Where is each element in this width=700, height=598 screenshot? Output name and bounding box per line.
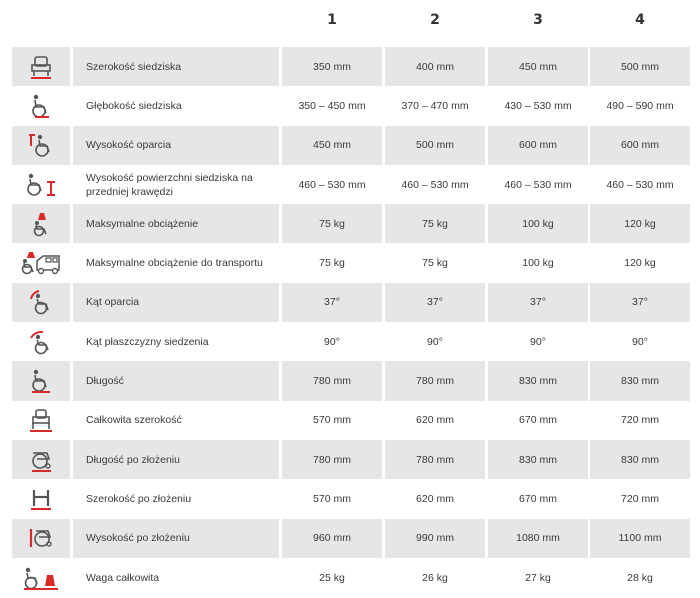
table-row [12, 86, 690, 125]
value-cell-3: 100 kg [522, 257, 554, 270]
row-label: Maksymalne obciążenie do transportu [86, 257, 263, 270]
row-label: Głębokość siedziska [86, 99, 182, 112]
value-cell-2: 780 mm [385, 361, 485, 400]
seat-front-height-icon [12, 165, 70, 204]
value-cell-4: 490 – 590 mm [606, 99, 674, 112]
value-cell-4: 28 kg [627, 571, 653, 584]
value-cell-2: 26 kg [422, 571, 448, 584]
folded-height-icon [12, 519, 70, 558]
value-cell-3: 600 mm [488, 126, 588, 165]
value-cell-3: 100 kg [488, 204, 588, 243]
table-row [12, 243, 690, 282]
value-cell-4: 830 mm [590, 361, 690, 400]
row-label: Szerokość po złożeniu [86, 492, 192, 505]
value-cell-1: 75 kg [319, 257, 345, 270]
value-cell-4: 460 – 530 mm [606, 178, 674, 191]
row-label: Długość [73, 361, 279, 400]
value-cell-2: 500 mm [385, 126, 485, 165]
value-cell-1: 960 mm [282, 519, 382, 558]
column-header-1: 1 [327, 12, 337, 28]
value-cell-2: 780 mm [385, 440, 485, 479]
value-cell-3: 90° [530, 335, 546, 348]
value-cell-4: 720 mm [621, 414, 659, 427]
column-header-row [0, 0, 700, 44]
value-cell-2: 90° [427, 335, 443, 348]
folded-length-icon [12, 440, 70, 479]
value-cell-3: 27 kg [525, 571, 551, 584]
value-cell-2: 75 kg [422, 257, 448, 270]
table-row [12, 479, 690, 518]
value-cell-3: 460 – 530 mm [504, 178, 572, 191]
value-cell-4: 120 kg [624, 257, 656, 270]
value-cell-4: 90° [632, 335, 648, 348]
row-label: Kąt oparcia [73, 283, 279, 322]
value-cell-4: 1100 mm [590, 519, 690, 558]
table-row [12, 558, 690, 597]
value-cell-3: 830 mm [488, 440, 588, 479]
value-cell-1: 780 mm [282, 440, 382, 479]
table-row [12, 165, 690, 204]
max-load-icon [12, 204, 70, 243]
value-cell-3: 450 mm [488, 47, 588, 86]
value-cell-1: 450 mm [282, 126, 382, 165]
value-cell-2: 620 mm [416, 492, 454, 505]
value-cell-1: 350 mm [282, 47, 382, 86]
row-label: Długość po złożeniu [73, 440, 279, 479]
value-cell-1: 780 mm [282, 361, 382, 400]
row-label: Kąt płaszczyzny siedzenia [86, 335, 209, 348]
seat-depth-icon [12, 86, 70, 125]
value-cell-1: 570 mm [313, 414, 351, 427]
total-weight-icon [12, 558, 70, 597]
value-cell-2: 460 – 530 mm [401, 178, 469, 191]
value-cell-4: 720 mm [621, 492, 659, 505]
table-row [12, 204, 690, 243]
value-cell-2: 370 – 470 mm [401, 99, 469, 112]
column-header-3: 3 [533, 12, 543, 28]
value-cell-3: 430 – 530 mm [504, 99, 572, 112]
value-cell-2: 37° [385, 283, 485, 322]
value-cell-1: 90° [324, 335, 340, 348]
value-cell-1: 460 – 530 mm [298, 178, 366, 191]
value-cell-4: 830 mm [590, 440, 690, 479]
table-row [12, 519, 690, 558]
table-row [12, 126, 690, 165]
row-label: Maksymalne obciążenie [73, 204, 279, 243]
row-label: Wysokość po złożeniu [73, 519, 279, 558]
backrest-angle-icon [12, 283, 70, 322]
table-row [12, 361, 690, 400]
value-cell-4: 500 mm [590, 47, 690, 86]
backrest-height-icon [12, 126, 70, 165]
value-cell-2: 400 mm [385, 47, 485, 86]
total-width-icon [12, 401, 70, 440]
value-cell-2: 620 mm [416, 414, 454, 427]
value-cell-1: 75 kg [282, 204, 382, 243]
value-cell-3: 37° [488, 283, 588, 322]
row-label: Całkowita szerokość [86, 414, 182, 427]
column-header-2: 2 [430, 12, 440, 28]
value-cell-4: 37° [590, 283, 690, 322]
value-cell-3: 670 mm [519, 414, 557, 427]
seat-width-icon [12, 47, 70, 86]
folded-width-icon [12, 479, 70, 518]
table-row [12, 283, 690, 322]
value-cell-4: 600 mm [590, 126, 690, 165]
value-cell-4: 120 kg [590, 204, 690, 243]
table-row [12, 47, 690, 86]
transport-load-icon [12, 243, 70, 282]
value-cell-1: 570 mm [313, 492, 351, 505]
value-cell-3: 670 mm [519, 492, 557, 505]
seat-angle-icon [12, 322, 70, 361]
column-header-4: 4 [635, 12, 645, 28]
length-icon [12, 361, 70, 400]
row-label: Wysokość oparcia [73, 126, 279, 165]
value-cell-1: 350 – 450 mm [298, 99, 366, 112]
value-cell-2: 75 kg [385, 204, 485, 243]
table-row [12, 401, 690, 440]
value-cell-1: 37° [282, 283, 382, 322]
row-label: Szerokość siedziska [73, 47, 279, 86]
spec-table-body [12, 47, 690, 597]
table-row [12, 440, 690, 479]
row-label: Wysokość powierzchni siedziska na przedniej krawędzi [86, 171, 253, 198]
value-cell-3: 1080 mm [488, 519, 588, 558]
value-cell-2: 990 mm [385, 519, 485, 558]
row-label: Waga całkowita [86, 571, 160, 584]
value-cell-1: 25 kg [319, 571, 345, 584]
table-row [12, 322, 690, 361]
value-cell-3: 830 mm [488, 361, 588, 400]
